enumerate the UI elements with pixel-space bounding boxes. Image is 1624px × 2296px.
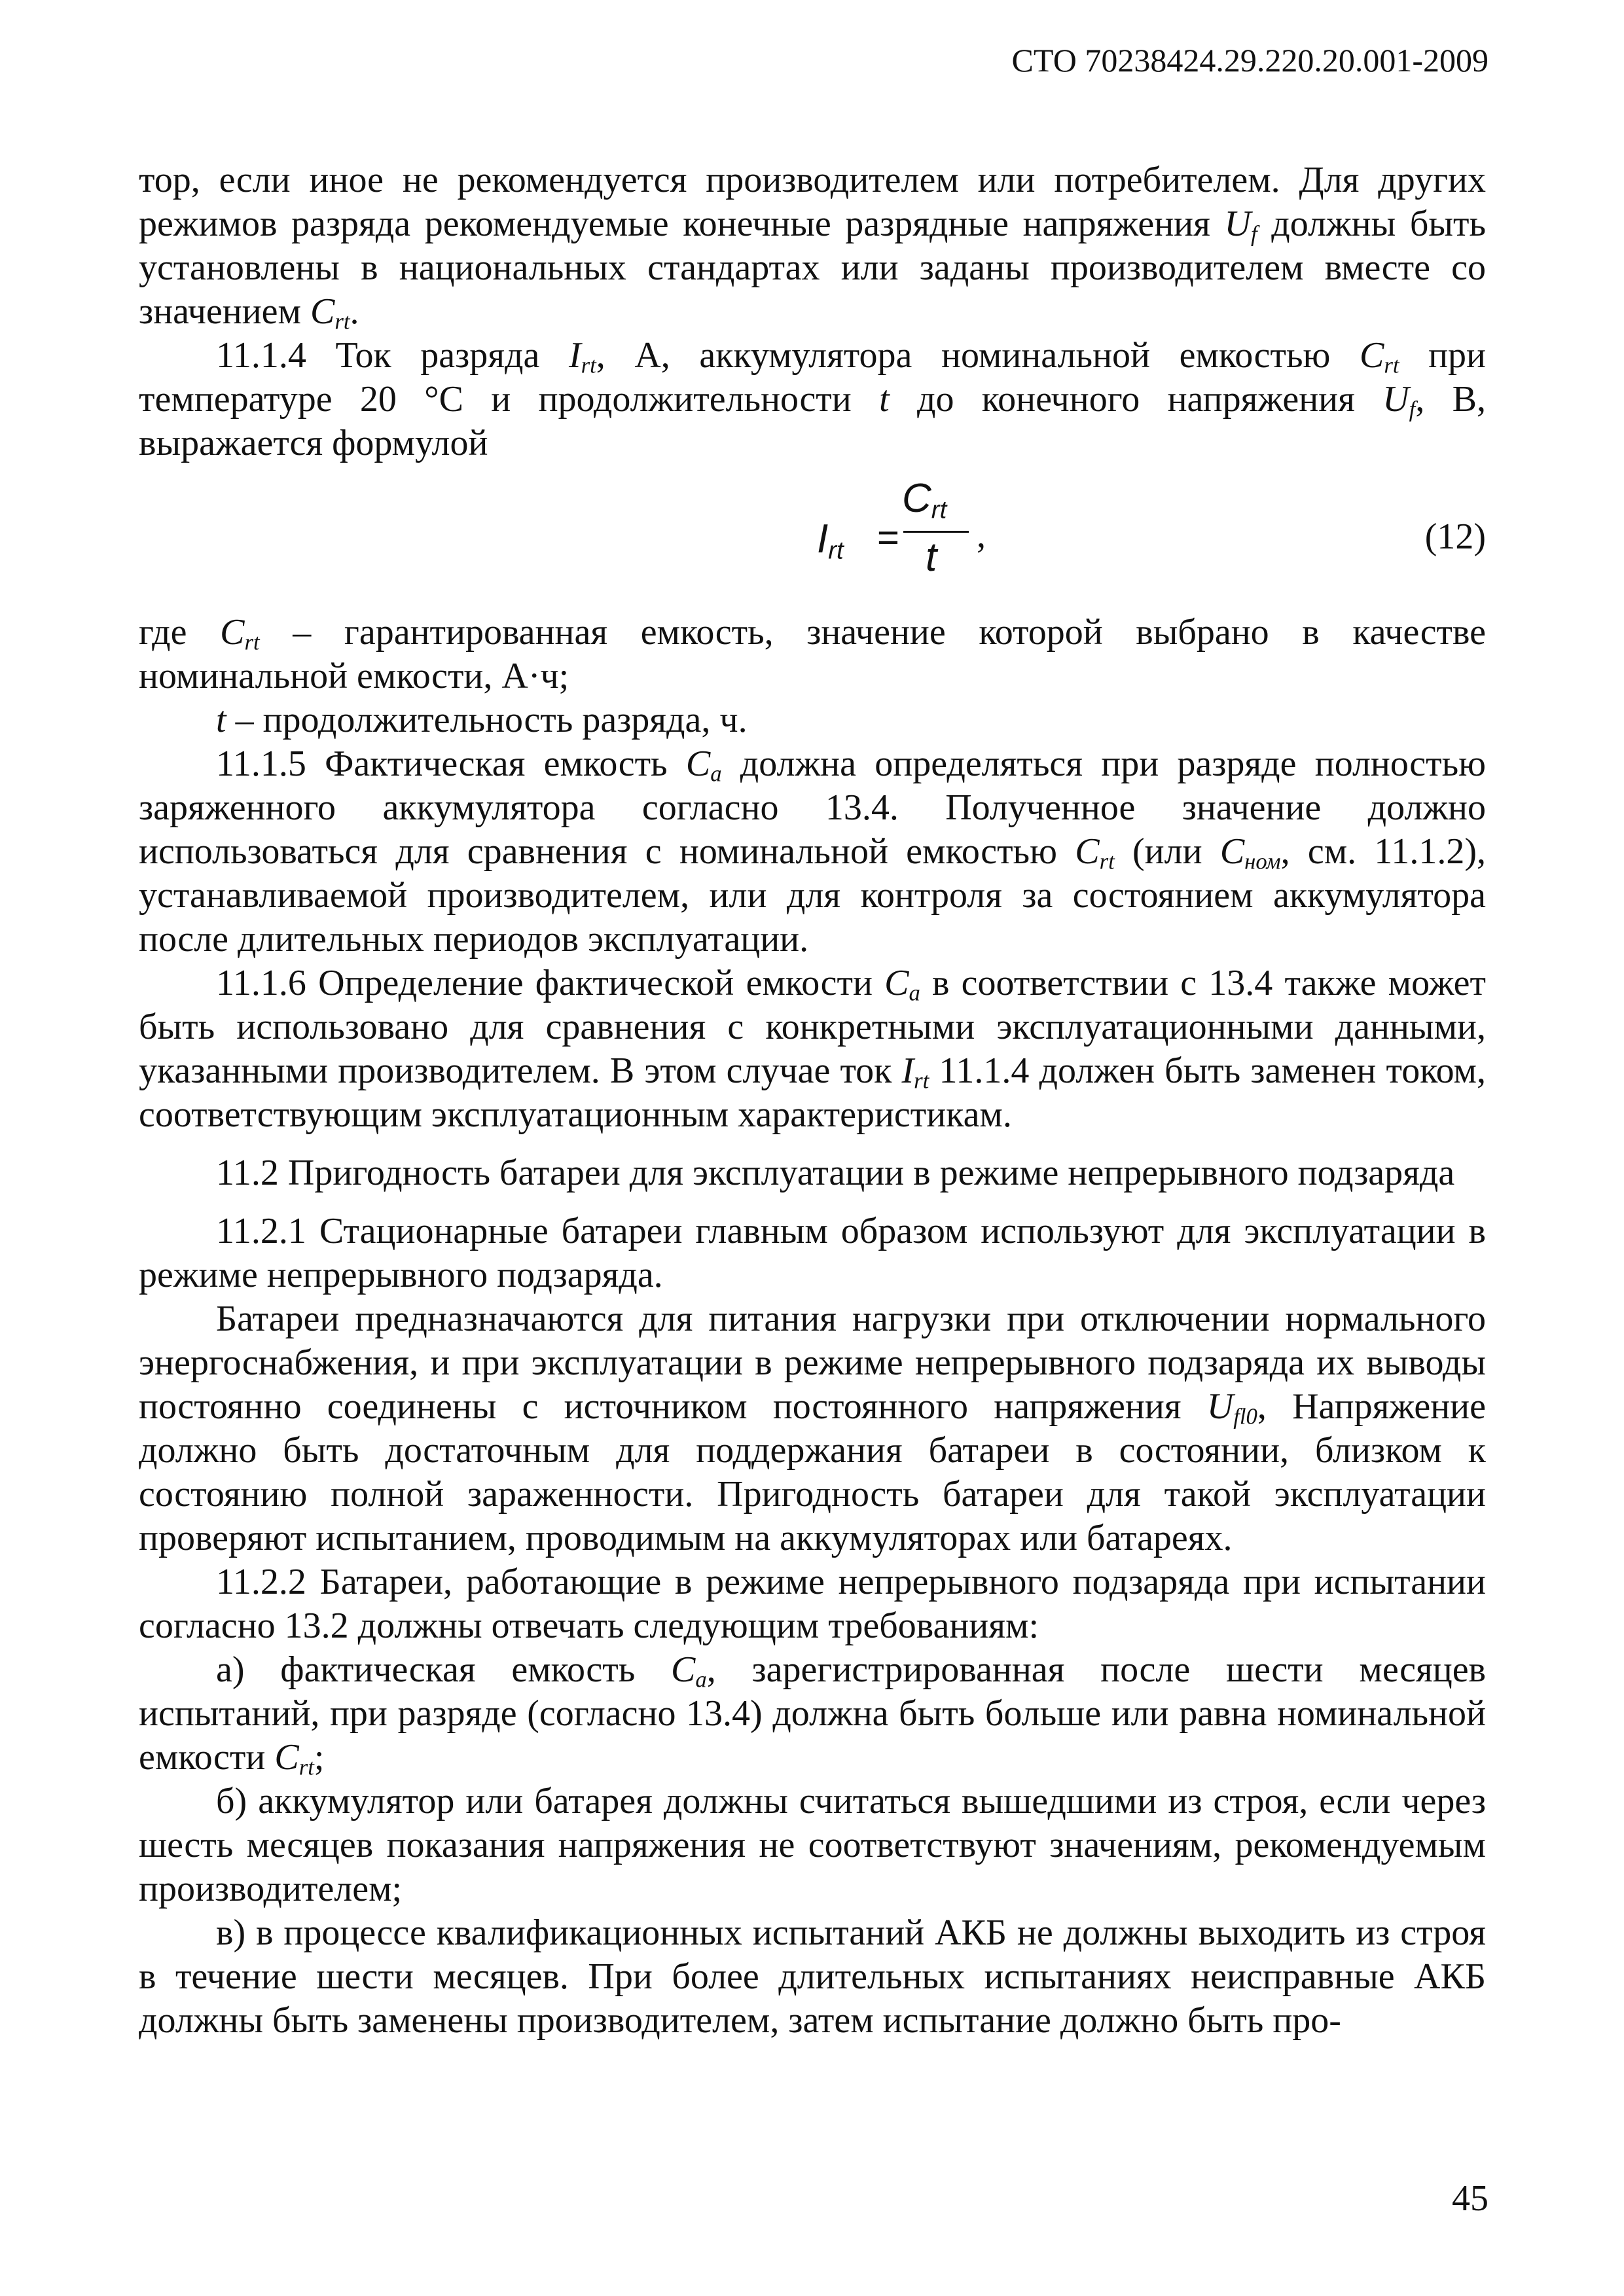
symbol-ca: $C_a$ — [884, 963, 920, 1006]
formula-denominator: t — [926, 535, 937, 580]
symbol-uf: $U_f$ — [1224, 204, 1257, 247]
symbol-uf: $U_f$ — [1382, 379, 1416, 422]
text-run: – продолжительность разряда, ч. — [226, 700, 748, 740]
document-code-header: СТО 70238424.29.220.20.001-2009 — [1011, 42, 1489, 79]
text-run: ; — [314, 1737, 325, 1778]
symbol-crt: $C_{rt}$ — [220, 612, 260, 655]
formula-12 — [139, 475, 1486, 599]
text-run: при температуре 20 °С и продолжительности — [139, 335, 1487, 420]
symbol-cnom: $C_{ном}$ — [1219, 831, 1281, 874]
section-heading-11-2: 11.2 Пригодность батареи для эксплуатации в режиме непрерывного подзаряда — [216, 1153, 1455, 1193]
text-run: (или — [1114, 831, 1220, 872]
symbol-irt: $I_{rt}$ — [568, 335, 596, 378]
formula-numerator: $C_{rt}$ — [902, 476, 947, 524]
text-run: 11.1.4 должен быть заменен током, соответствующим эксплуатационным характеристикам. — [139, 1050, 1486, 1135]
paragraph-11-2-1: 11.2.1 Стационарные батареи главным образом используют для эксплуатации в режиме непрерывного подзаряда. — [139, 1211, 1486, 1295]
list-item-a — [139, 1648, 1486, 1780]
text-run: , зарегистрированная после шести месяцев испытаний, при разряде (согласно 13.4) должна быть больше или равна номинальной емкости — [139, 1649, 1486, 1778]
paragraph-11-2-2: 11.2.2 Батареи, работающие в режиме непрерывного подзаряда при испытании согласно 13.2 должны отвечать следующим требованиям: — [139, 1562, 1486, 1646]
paragraph-11-1-5 — [139, 742, 1486, 961]
formula-comma: , — [977, 515, 986, 556]
symbol-crt: $C_{rt}$ — [310, 291, 350, 334]
text-run: тор, если иное не рекомендуется производителем или потребителем. Для других режимов разряда рекомендуемые конечные разрядные напряжения — [139, 160, 1486, 244]
text-run: а) фактическая емкость — [216, 1649, 672, 1690]
text-run: 11.1.6 Определение фактической емкости — [216, 963, 885, 1003]
text-run: в соответствии с 13.4 также может быть использовано для сравнения с конкретными эксплуатационными данными, указанными производителем. В этом случае ток — [139, 963, 1487, 1091]
symbol-crt: $C_{rt}$ — [1359, 335, 1399, 378]
paragraph-where-crt — [139, 611, 1486, 698]
symbol-ca: $C_a$ — [671, 1649, 707, 1693]
formula-equals: = — [877, 516, 899, 559]
symbol-ca: $C_a$ — [685, 744, 722, 787]
text-run: , см. 11.1.2), устанавливаемой производителем, или для контроля за состоянием аккумулятора после длительных периодов эксплуатации. — [139, 831, 1486, 960]
paragraph-11-1-4 — [139, 334, 1486, 465]
text-run: 11.1.4 Ток разряда — [216, 335, 569, 376]
symbol-t: t — [879, 379, 890, 420]
formula-expression — [805, 475, 1028, 599]
symbol-t: t — [216, 700, 226, 740]
text-run: должна определяться при разряде полностью заряженного аккумулятора согласно 13.4. Полученное значение должно использоваться для сравнения с номинальной емкостью — [139, 744, 1486, 872]
text-run: 11.1.5 Фактическая емкость — [216, 744, 686, 784]
text-run: , А, аккумулятора номинальной емкостью — [596, 335, 1360, 376]
symbol-crt: $C_{rt}$ — [274, 1737, 314, 1780]
formula-number: (12) — [1424, 516, 1486, 557]
symbol-irt: $I_{rt}$ — [901, 1050, 929, 1094]
fraction-bar — [903, 531, 969, 533]
paragraph-where-t — [139, 698, 1486, 742]
text-run: , Напряжение должно быть достаточным для поддержания батареи в состоянии, близком к состоянию полной зараженности. Пригодность батареи для такой эксплуатации проверяют испытанием, проводимым на аккумуляторах или батареях. — [139, 1386, 1487, 1558]
document-body — [139, 158, 1486, 2043]
text-run: должны быть установлены в национальных стандартах или заданы производителем вместе со значением — [139, 204, 1486, 332]
formula-lhs: $I_{rt}$ — [817, 516, 844, 565]
paragraph-11-1-6 — [139, 961, 1486, 1137]
symbol-crt: $C_{rt}$ — [1075, 831, 1115, 874]
text-run: . — [350, 291, 359, 332]
page-number: 45 — [1452, 2178, 1489, 2219]
text-run: – гарантированная емкость, значение которой выбрано в качестве номинальной емкости, А·ч; — [139, 612, 1487, 696]
list-item-v: в) в процессе квалификационных испытаний АКБ не должны выходить из строя в течение шести месяцев. При более длительных испытаниях неисправные АКБ должны быть заменены производителем, затем испытание должно быть про- — [139, 1912, 1486, 2041]
list-item-b: б) аккумулятор или батарея должны считаться вышедшими из строя, если через шесть месяцев показания напряжения не соответствуют значениям, рекомендуемым производителем; — [139, 1781, 1486, 1909]
text-run: Батареи предназначаются для питания нагрузки при отключении нормального энергоснабжения, и при эксплуатации в режиме непрерывного подзаряда их выводы постоянно соединены с источником постоянного напряжения — [139, 1299, 1486, 1427]
text-run: до конечного напряжения — [889, 379, 1383, 420]
paragraph-batteries — [139, 1297, 1486, 1560]
symbol-ufl0: $U_{fl0}$ — [1206, 1386, 1257, 1429]
text-run: , В, выражается формулой — [139, 379, 1486, 463]
text-run: где — [139, 612, 221, 653]
paragraph-continuation — [139, 158, 1486, 334]
